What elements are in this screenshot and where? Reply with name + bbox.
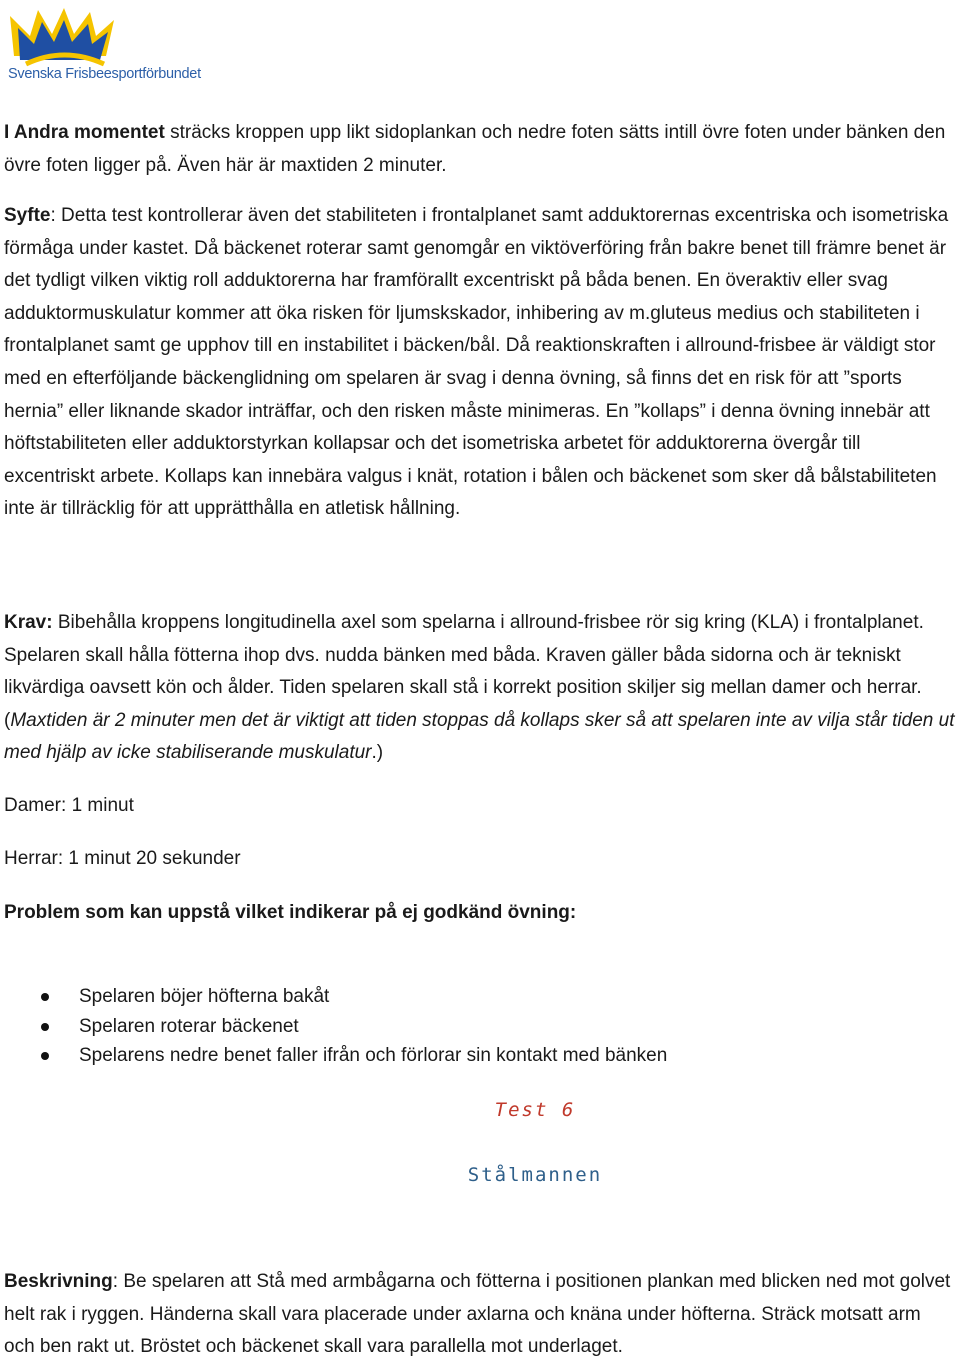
list-item-text: Spelaren böjer höfterna bakåt [79,986,330,1007]
paragraph-beskrivning [4,1266,956,1364]
bullet-icon [41,1052,49,1060]
list-item [38,982,667,1012]
crown-icon [8,6,118,68]
list-item-text: Spelarens nedre benet faller ifrån och förlorar sin kontakt med bänken [79,1045,668,1066]
paragraph-text: Då bäckenet roterar samt genomgår en viktöverföring från bakre benet till främre benet är det tydligt vilken viktig roll adduktorerna har framförallt excentriskt på båda benen. En överaktiv eller svag adduktormuskulatur kommer att öka risken för ljumskskador, inhibering av m.gluteus medius och stabiliteten i frontalplanet samt ge upphov till en instabilitet i bäcken/bål. Då reaktionskraften i allround-frisbee är väldigt stor med en efterföljande bäckenglidning om spelaren är svag i denna övning, så finns det en risk för att ”sports hernia” eller liknande skador inträffar, och den risken måste minimeras. En ”kollaps” i denna övning innebär att höftstabiliteten eller adduktorstyrkan kollapsar och det isometriska arbetet för adduktorerna övergår till excentriskt arbete. Kollaps kan innebära valgus i knät, rotation i bålen och bäckenet som sker då bålstabiliteten inte är tillräcklig för att upprätthålla en atletisk hållning. [4,237,947,520]
damer-time: Damer: 1 minut [4,795,134,816]
test-number: Test 6 [494,1099,576,1121]
bullet-icon [41,1023,49,1031]
problem-list [38,982,667,1071]
list-item [38,1041,667,1071]
paragraph-text: : Be spelaren att Stå med armbågarna och fötterna i positionen plankan med blicken ned mot golvet helt rak i ryggen. Händerna skall vara placerade under axlarna och knäna under höfterna. Sträck motsatt arm och ben rakt ut. Bröstet och bäckenet skall vara parallella mot underlaget. [4,1271,951,1358]
paragraph-andra-momentet [4,117,956,182]
federation-logo [8,6,218,86]
paragraph-lead: Syfte [4,205,51,226]
paragraph-text: Bibehålla kroppens longitudinella axel som spelarna i allround-frisbee rör sig kring (KLA) i frontalplanet. Spelaren skall hålla fötterna ihop dvs. nudda bänken med båda. Kraven gäller båda sidorna och är tekniskt likvärdiga oavsett kön och ålder. Tiden spelaren skall stå i korrekt position skiljer sig mellan damer och herrar. ( [4,612,924,731]
paragraph-text: .) [371,742,384,764]
paragraph-text: sträcks kroppen upp likt sidoplankan och nedre foten sätts intill övre foten under bänken den övre foten ligger på. Även här är maxtiden 2 minuter. [4,122,946,176]
herrar-time: Herrar: 1 minut 20 sekunder [4,848,241,869]
list-item [38,1012,667,1042]
paragraph-lead: Krav: [4,612,53,633]
list-item-text: Spelaren roterar bäckenet [79,1015,299,1037]
paragraph-text: : Detta test kontrollerar även det stabiliteten i frontalplanet samt adduktorernas excentriska och isometriska förmåga under kastet. [4,205,949,259]
test-name: Stålmannen [467,1164,603,1186]
paragraph-syfte [4,200,956,526]
paragraph-krav [4,607,956,770]
logo-text: Svenska Frisbeesportförbundet [8,66,201,82]
problem-heading: Problem som kan uppstå vilket indikerar på ej godkänd övning: [4,902,577,923]
bullet-icon [41,993,49,1001]
paragraph-lead: I Andra momentet [4,122,165,143]
paragraph-lead: Beskrivning [4,1271,113,1292]
paragraph-italic: Maxtiden är 2 minuter men det är viktigt att tiden stoppas då kollaps sker så att spelaren inte av vilja står tiden ut med hjälp av icke stabiliserande muskulatur [4,709,955,764]
